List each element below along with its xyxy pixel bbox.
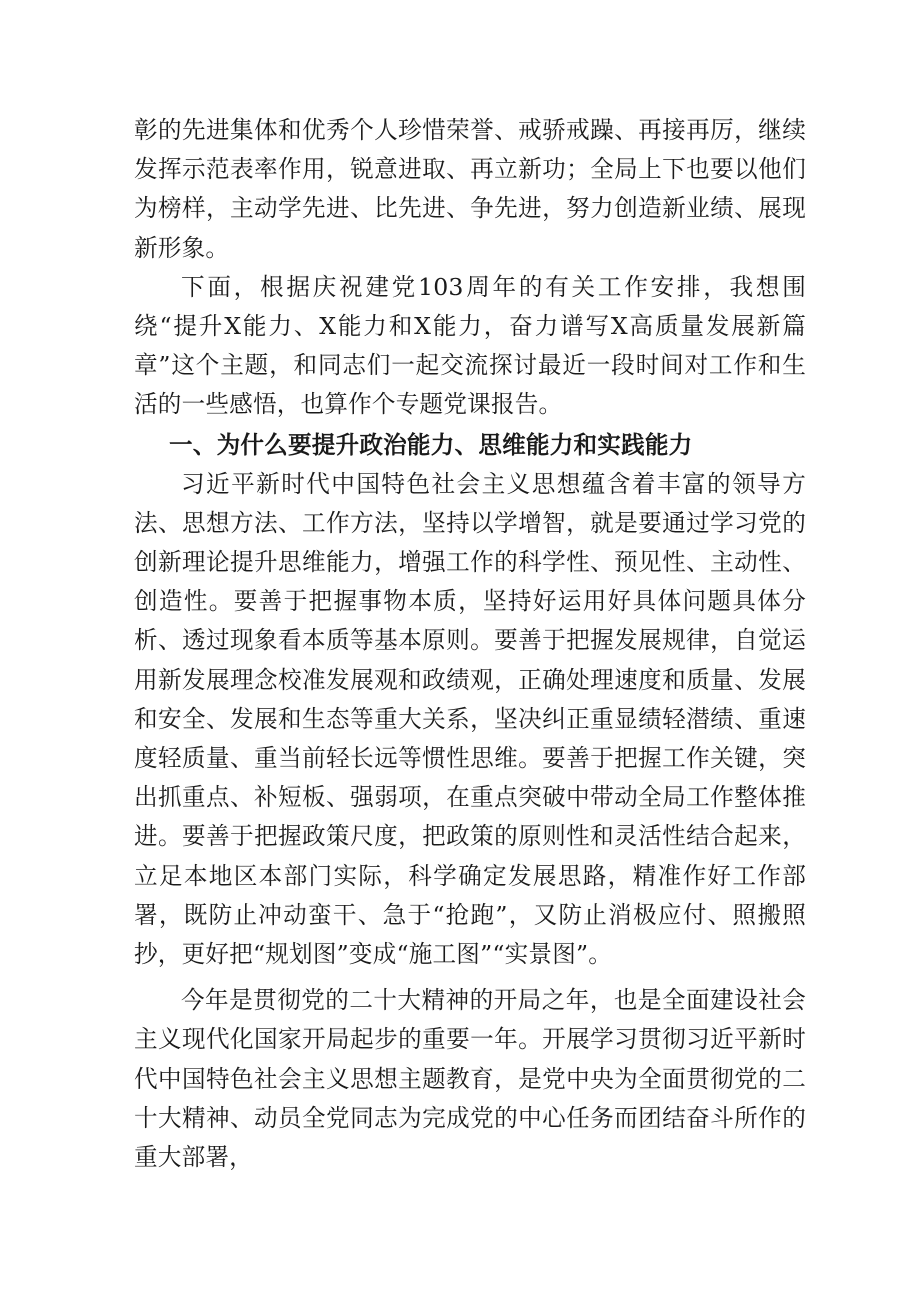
document-body — [134, 111, 806, 1177]
section-heading: 一、为什么要提升政治能力、思维能力和实践能力 — [169, 430, 693, 459]
paragraph-thinking-ability: 习近平新时代中国特色社会主义思想蕴含着丰富的领导方法、思想方法、工作方法，坚持以学增智，就是要通过学习党的创新理论提升思维能力，增强工作的科学性、预见性、主动性、创造性。要善于把握事物本质，坚持好运用好具体问题具体分析、透过现象看本质等基本原则。要善于把握发展规律，自觉运用新发展理念校准发展观和政绩观，正确处理速度和质量、发展和安全、发展和生态等重大关系，坚决纠正重显绩轻潜绩、重速度轻质量、重当前轻长远等惯性思维。要善于把握工作关键，突出抓重点、补短板、强弱项，在重点突破中带动全局工作整体推进。要善于把握政策尺度，把政策的原则性和灵活性结合起来，立足本地区本部门实际，科学确定发展思路，精准作好工作部署，既防止冲动蛮干、急于“抢跑”，又防止消极应付、照搬照抄，更好把“规划图”变成“施工图”“实景图”。 — [134, 469, 806, 969]
paragraph-theme-education: 今年是贯彻党的二十大精神的开局之年，也是全面建设社会主义现代化国家开局起步的重要一年。开展学习贯彻习近平新时代中国特色社会主义思想主题教育，是党中央为全面贯彻党的二十大精神、动员全党同志为完成党的中心任务而团结奋斗所作的重大部署， — [134, 986, 806, 1172]
paragraph-continuation: 彰的先进集体和优秀个人珍惜荣誉、戒骄戒躁、再接再厉，继续发挥示范表率作用，锐意进取、再立新功；全局上下也要以他们为榜样，主动学先进、比先进、争先进，努力创造新业绩、展现新形象。 — [134, 116, 806, 262]
paragraph-topic-intro: 下面，根据庆祝建党103周年的有关工作安排，我想围绕“提升X能力、X能力和X能力，奋力谱写X高质量发展新篇章”这个主题，和同志们一起交流探讨最近一段时间对工作和生活的一些感悟，也算作个专题党课报告。 — [134, 272, 806, 419]
